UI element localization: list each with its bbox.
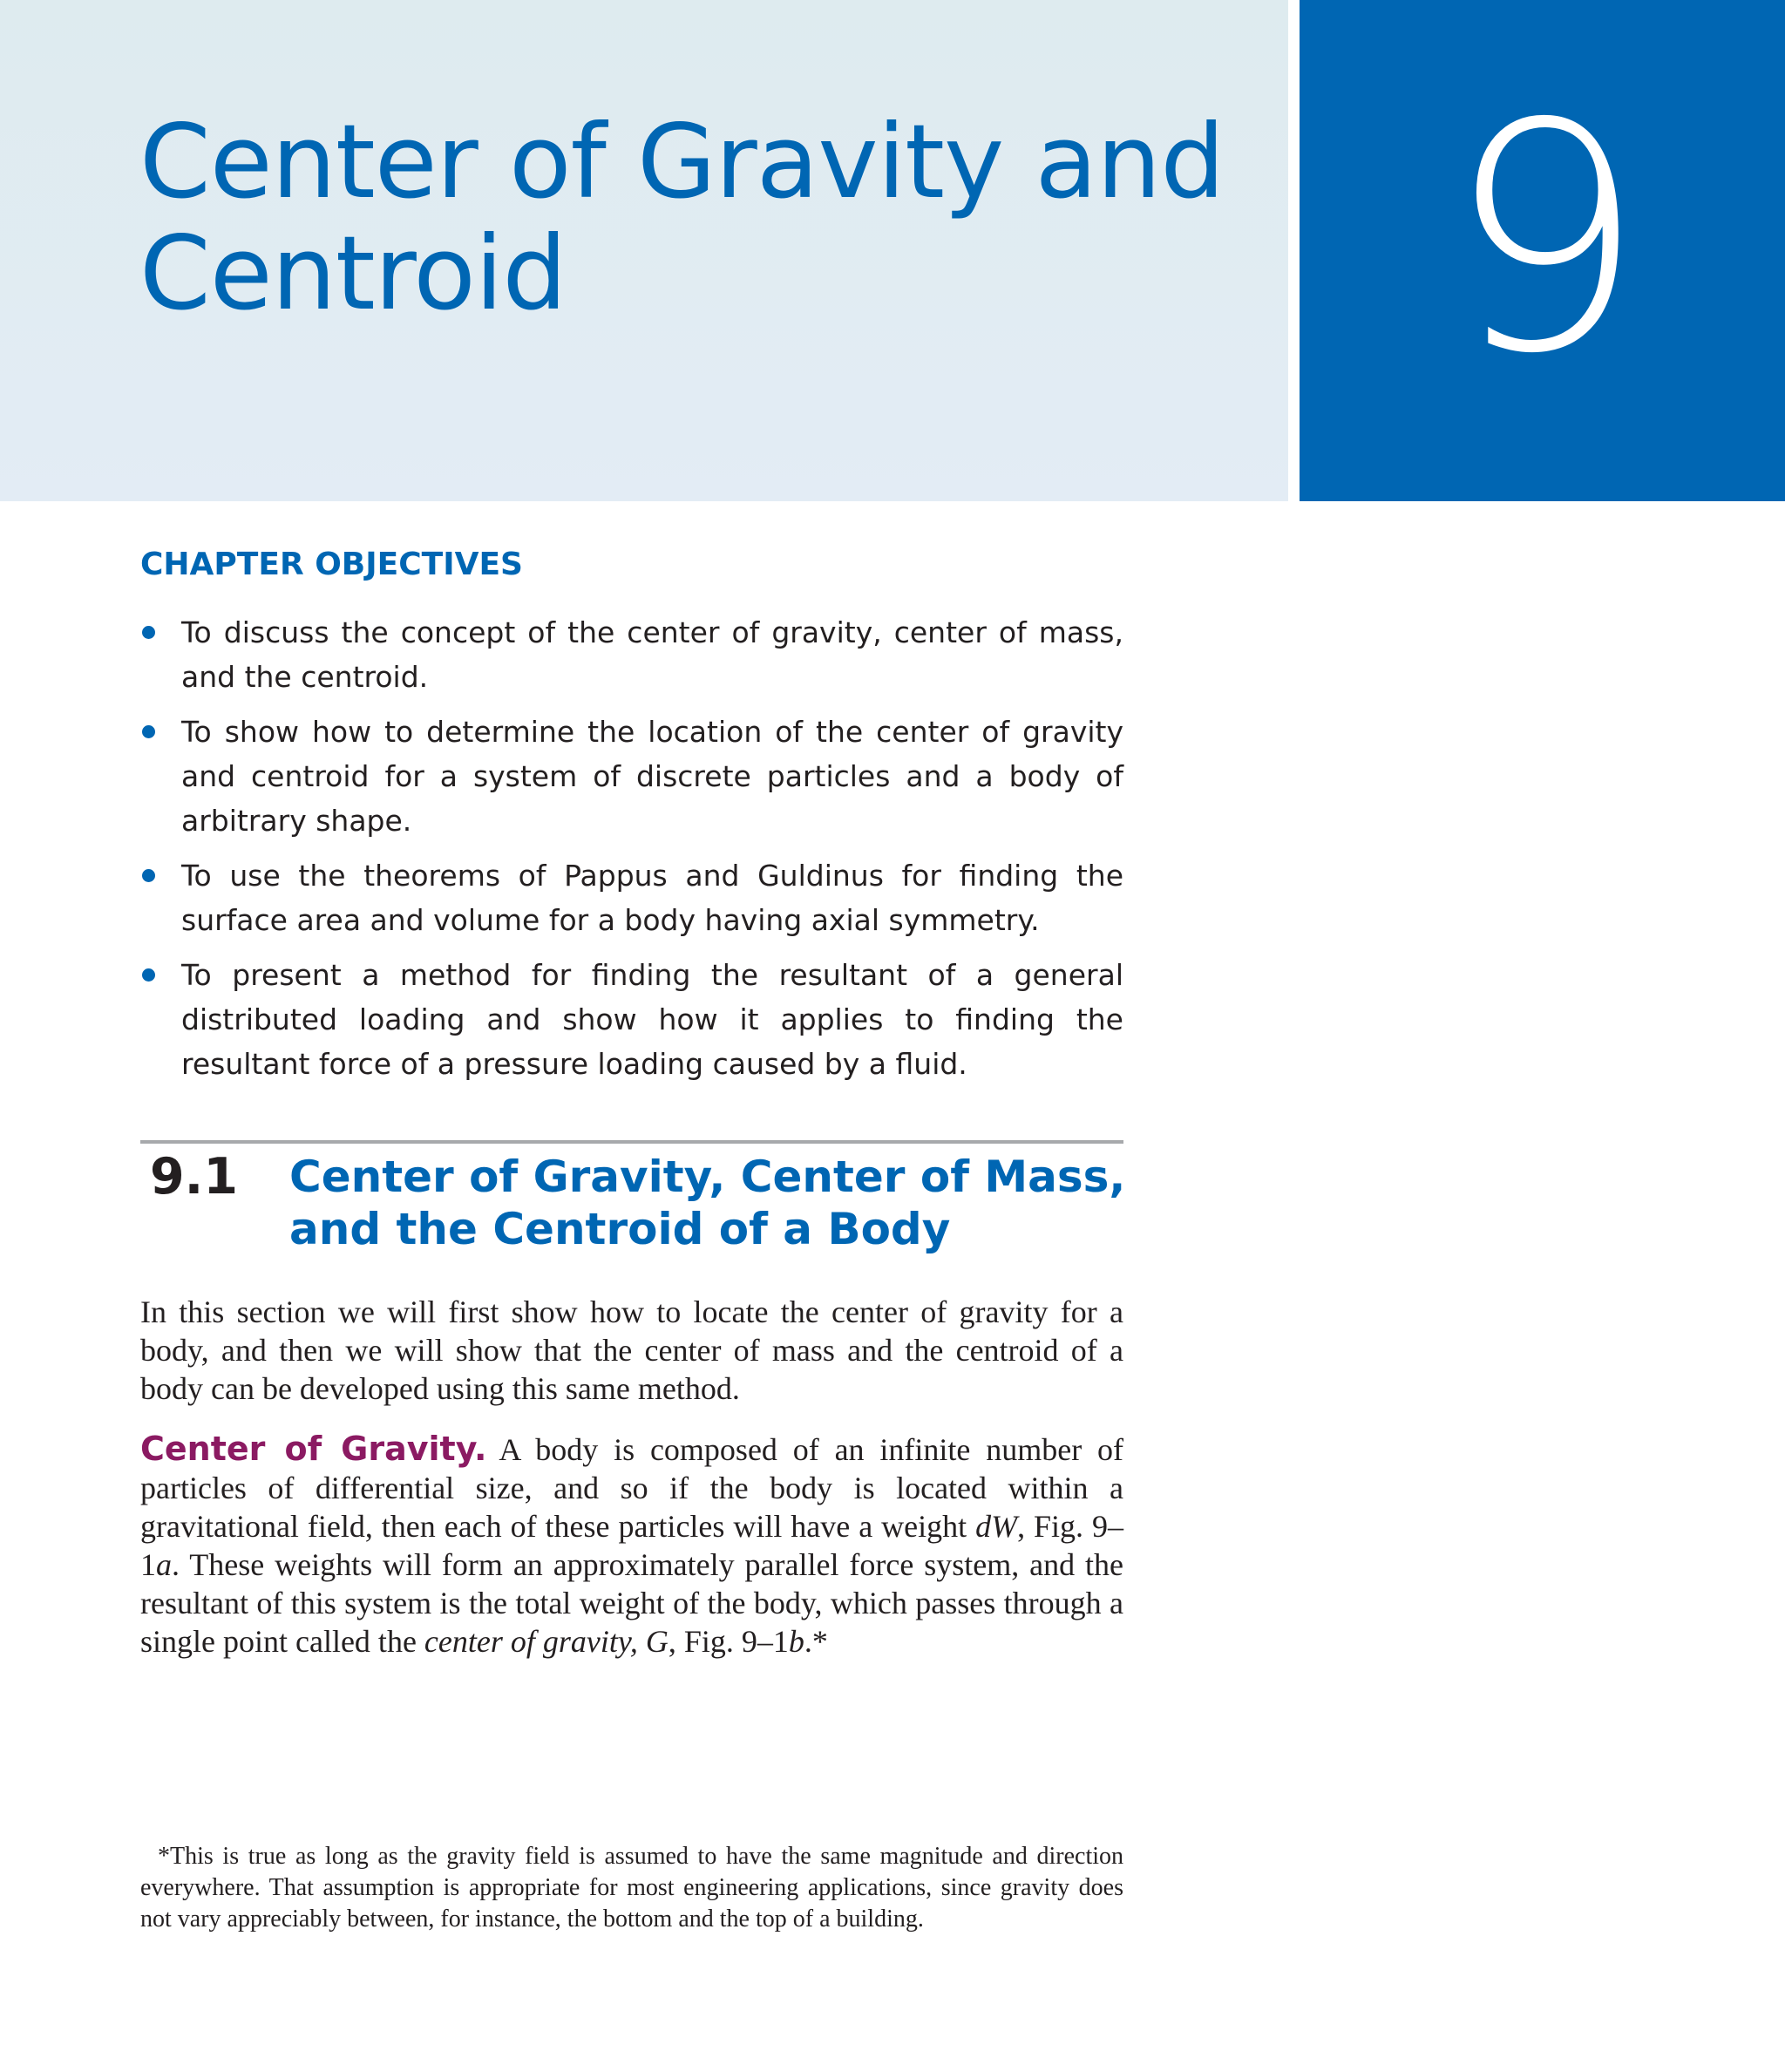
intro-paragraph: In this section we will first show how to locate the center of gravity for a body, and then we will show that the center of mass and the centroid of a body can be developed using this same method. <box>140 1294 1123 1406</box>
objective-item <box>140 953 1123 1086</box>
chapter-title-line-2: Centroid <box>139 214 567 333</box>
objectives-heading: CHAPTER OBJECTIVES <box>140 547 523 582</box>
objective-item <box>140 853 1123 942</box>
objective-item <box>140 610 1123 699</box>
bullet-icon <box>142 968 155 982</box>
cog-dw-symbol: dW <box>975 1509 1018 1544</box>
objectives-list <box>140 610 1123 1097</box>
center-of-gravity-paragraph <box>140 1430 1123 1661</box>
bullet-icon <box>142 725 155 738</box>
chapter-title-line-1: Center of Gravity and <box>139 102 1225 221</box>
objective-text: To use the theorems of Pappus and Guldinus for finding the surface area and volume for a body having axial symmetry. <box>181 859 1123 937</box>
bullet-icon <box>142 626 155 639</box>
section-number: 9.1 <box>150 1148 238 1206</box>
center-of-gravity-heading: Center of Gravity. <box>140 1430 487 1468</box>
chapter-title <box>139 102 1273 333</box>
section-title-line-1: Center of Gravity, Center of Mass, <box>289 1151 1126 1202</box>
cog-fig-a: a <box>156 1547 172 1582</box>
chapter-number: 9 <box>1445 57 1639 422</box>
chapter-header-band <box>0 0 1288 501</box>
objective-text: To discuss the concept of the center of gravity, center of mass, and the centroid. <box>181 615 1123 694</box>
cog-text-1: A body is composed of an infinite number of particles of differential size, and so if the body is located within a gravitational field, then each of these particles will have a weight <box>140 1432 1123 1544</box>
chapter-number-box <box>1300 0 1785 501</box>
section-title-line-2: and the Centroid of a Body <box>289 1204 951 1254</box>
section-title <box>289 1151 1126 1255</box>
cog-text-2: , Fig. 9–1 <box>140 1509 1123 1582</box>
cog-term: center of gravity, G <box>424 1624 669 1659</box>
objective-text: To present a method for finding the resultant of a general distributed loading and show how it applies to finding the resultant force of a pressure loading caused by a fluid. <box>181 958 1123 1081</box>
cog-fig-b: b <box>788 1624 804 1659</box>
section-divider <box>140 1140 1123 1144</box>
objective-text: To show how to determine the location of the center of gravity and centroid for a system of discrete particles and a body of arbitrary shape. <box>181 715 1123 838</box>
objective-item <box>140 710 1123 843</box>
bullet-icon <box>142 869 155 882</box>
footnote: *This is true as long as the gravity field is assumed to have the same magnitude and direction everywhere. That assumption is appropriate for most engineering applications, since gravity does not vary appreciably between, for instance, the bottom and the top of a building. <box>140 1843 1123 1933</box>
cog-text-5: .* <box>804 1624 828 1659</box>
cog-text-4: , Fig. 9–1 <box>668 1624 789 1659</box>
cog-text-3: . These weights will form an approximately parallel force system, and the resultant of this system is the total weight of the body, which passes through a single point called the <box>140 1547 1123 1659</box>
